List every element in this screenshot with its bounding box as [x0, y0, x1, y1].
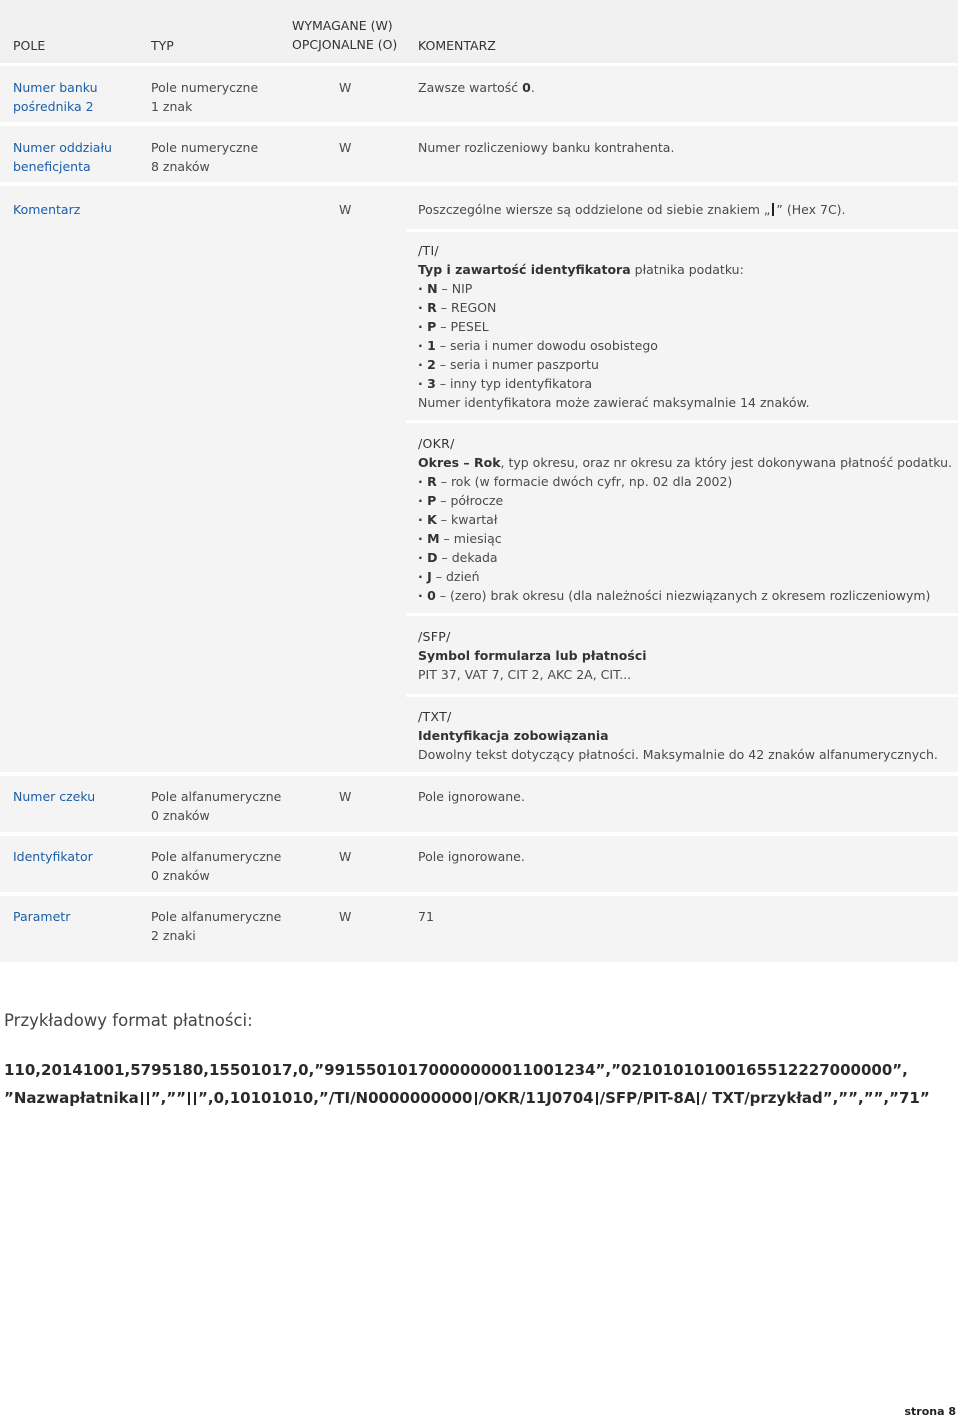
example-part: ”,0,10101010,”/TI/N0000000000	[198, 1089, 473, 1107]
ti-intro-rest: płatnika podatku:	[630, 262, 744, 277]
field-required: W	[339, 909, 352, 924]
field-name-line1: Numer banku	[13, 80, 98, 95]
okr-item-key: D	[427, 550, 438, 565]
divider	[406, 694, 958, 697]
field-type-line1: Pole alfanumeryczne	[151, 909, 282, 924]
table-row	[0, 836, 958, 892]
example-format	[4, 1056, 930, 1112]
okr-item-value: – dekada	[437, 550, 498, 565]
field-comment: Pole ignorowane.	[418, 789, 525, 804]
txt-text: Dowolny tekst dotyczący płatności. Maksymalnie do 42 znaków alfanumerycznych.	[418, 747, 938, 762]
pipe-symbol-icon	[147, 1092, 149, 1105]
okr-tag: /OKR/	[418, 436, 455, 451]
pipe-symbol-icon	[141, 1092, 143, 1105]
header-typ: TYP	[151, 38, 174, 53]
example-part: /OKR/11J0704	[478, 1089, 594, 1107]
ti-item-key: R	[427, 300, 437, 315]
example-line-2	[4, 1084, 930, 1112]
field-type-line2: 0 znaków	[151, 868, 210, 883]
field-comment: Pole ignorowane.	[418, 849, 525, 864]
example-title: Przykładowy format płatności:	[4, 1011, 253, 1030]
okr-item-value: – rok (w formacie dwóch cyfr, np. 02 dla 2002)	[436, 474, 733, 489]
sfp-block	[418, 627, 647, 684]
pipe-symbol-icon	[188, 1092, 190, 1105]
okr-intro	[418, 453, 952, 472]
field-name	[13, 78, 98, 116]
ti-item-key: 2	[427, 357, 436, 372]
comment-text-end: ” (Hex 7C).	[776, 202, 846, 217]
ti-item-key: N	[427, 281, 438, 296]
field-type	[151, 847, 281, 885]
ti-intro-bold: Typ i zawartość identyfikatora	[418, 262, 631, 277]
okr-item-key: J	[427, 569, 432, 584]
okr-item	[418, 510, 952, 529]
ti-block	[418, 241, 810, 412]
field-comment: 71	[418, 909, 434, 924]
field-required: W	[339, 202, 352, 217]
field-type-line2: 0 znaków	[151, 808, 210, 823]
table-row	[0, 66, 958, 122]
okr-item	[418, 529, 952, 548]
field-type	[151, 787, 281, 825]
okr-item-key: 0	[427, 588, 436, 603]
ti-item-value: – seria i numer dowodu osobistego	[435, 338, 658, 353]
field-type-line1: Pole numeryczne	[151, 80, 259, 95]
okr-intro-rest: , typ okresu, oraz nr okresu za który jest dokonywana płatność podatku.	[500, 455, 952, 470]
pipe-symbol-icon	[772, 203, 774, 216]
field-name: Identyfikator	[13, 849, 93, 864]
ti-item-value: – inny typ identyfikatora	[435, 376, 593, 391]
ti-item	[418, 317, 810, 336]
field-name: Numer czeku	[13, 789, 96, 804]
table-row	[0, 776, 958, 832]
sfp-tag: /SFP/	[418, 629, 451, 644]
field-comment: Numer rozliczeniowy banku kontrahenta.	[418, 140, 675, 155]
ti-item-key: 3	[427, 376, 436, 391]
ti-item	[418, 355, 810, 374]
field-name	[13, 138, 112, 176]
pipe-symbol-icon	[596, 1092, 598, 1105]
table-row	[0, 126, 958, 182]
header-komentarz: KOMENTARZ	[418, 38, 496, 53]
pipe-symbol-icon	[194, 1092, 196, 1105]
field-name-line1: Numer oddziału	[13, 140, 112, 155]
comment-text: Poszczególne wiersze są oddzielone od siebie znakiem „	[418, 202, 771, 217]
okr-block	[418, 434, 952, 605]
pipe-symbol-icon	[475, 1092, 477, 1105]
okr-item-key: K	[427, 512, 437, 527]
ti-item-key: P	[427, 319, 437, 334]
txt-tag: /TXT/	[418, 709, 452, 724]
divider	[406, 229, 958, 232]
ti-item-value: – PESEL	[436, 319, 489, 334]
txt-block	[418, 707, 938, 764]
field-type-line2: 1 znak	[151, 99, 193, 114]
comment-text-end: .	[530, 80, 535, 95]
comment-text: Zawsze wartość	[418, 80, 523, 95]
header-pole: POLE	[13, 38, 46, 53]
okr-item	[418, 491, 952, 510]
example-part: / TXT/przykład”,””,””,”71”	[701, 1089, 930, 1107]
page-number: strona 8	[904, 1405, 956, 1418]
field-required: W	[339, 849, 352, 864]
okr-item	[418, 472, 952, 491]
field-required: W	[339, 140, 352, 155]
field-type	[151, 907, 281, 945]
ti-item	[418, 279, 810, 298]
example-part: ”Nazwapłatnika	[4, 1089, 139, 1107]
field-type-line2: 2 znaki	[151, 928, 196, 943]
okr-item-key: M	[427, 531, 440, 546]
field-name-line2: beneficjenta	[13, 159, 91, 174]
okr-item-key: P	[427, 493, 437, 508]
field-type	[151, 78, 258, 116]
okr-item	[418, 567, 952, 586]
divider	[406, 420, 958, 423]
ti-intro	[418, 260, 810, 279]
ti-item-value: – REGON	[436, 300, 497, 315]
field-name: Komentarz	[13, 202, 81, 217]
comment-bold: 0	[522, 80, 531, 95]
txt-title: Identyfikacja zobowiązania	[418, 728, 609, 743]
sfp-title: Symbol formularza lub płatności	[418, 648, 647, 663]
table-row	[0, 896, 958, 962]
okr-item-value: – miesiąc	[439, 531, 502, 546]
field-type-line2: 8 znaków	[151, 159, 210, 174]
ti-item-value: – NIP	[437, 281, 473, 296]
field-type-line1: Pole alfanumeryczne	[151, 789, 282, 804]
header-wymagane-line2: OPCJONALNE (O)	[292, 37, 398, 52]
okr-item-value: – kwartał	[436, 512, 498, 527]
field-type	[151, 138, 258, 176]
ti-tag: /TI/	[418, 243, 439, 258]
okr-intro-bold: Okres – Rok	[418, 455, 501, 470]
example-line-1: 110,20141001,5795180,15501017,0,”99155010170000000011001234”,”02101010100165512227000000”,	[4, 1061, 908, 1079]
field-type-line1: Pole alfanumeryczne	[151, 849, 282, 864]
pipe-symbol-icon	[697, 1092, 699, 1105]
ti-item-value: – seria i numer paszportu	[435, 357, 599, 372]
ti-item	[418, 298, 810, 317]
header-wymagane	[292, 16, 397, 54]
okr-item-value: – (zero) brak okresu (dla należności niezwiązanych z okresem rozliczeniowym)	[435, 588, 931, 603]
ti-item	[418, 336, 810, 355]
ti-item-key: 1	[427, 338, 436, 353]
field-comment	[418, 200, 846, 219]
table-header	[0, 0, 958, 63]
okr-item	[418, 586, 952, 605]
okr-item-key: R	[427, 474, 437, 489]
divider	[406, 613, 958, 616]
field-name: Parametr	[13, 909, 71, 924]
ti-note: Numer identyfikatora może zawierać maksymalnie 14 znaków.	[418, 395, 810, 410]
example-part: ”,””	[150, 1089, 187, 1107]
header-wymagane-line1: WYMAGANE (W)	[292, 18, 393, 33]
okr-item	[418, 548, 952, 567]
field-type-line1: Pole numeryczne	[151, 140, 259, 155]
field-required: W	[339, 789, 352, 804]
example-part: /SFP/PIT-8A	[599, 1089, 696, 1107]
sfp-text: PIT 37, VAT 7, CIT 2, AKC 2A, CIT...	[418, 667, 632, 682]
field-comment	[418, 78, 535, 97]
okr-item-value: – dzień	[431, 569, 480, 584]
okr-item-value: – półrocze	[436, 493, 504, 508]
field-name-line2: pośrednika 2	[13, 99, 94, 114]
ti-item	[418, 374, 810, 393]
field-required: W	[339, 80, 352, 95]
